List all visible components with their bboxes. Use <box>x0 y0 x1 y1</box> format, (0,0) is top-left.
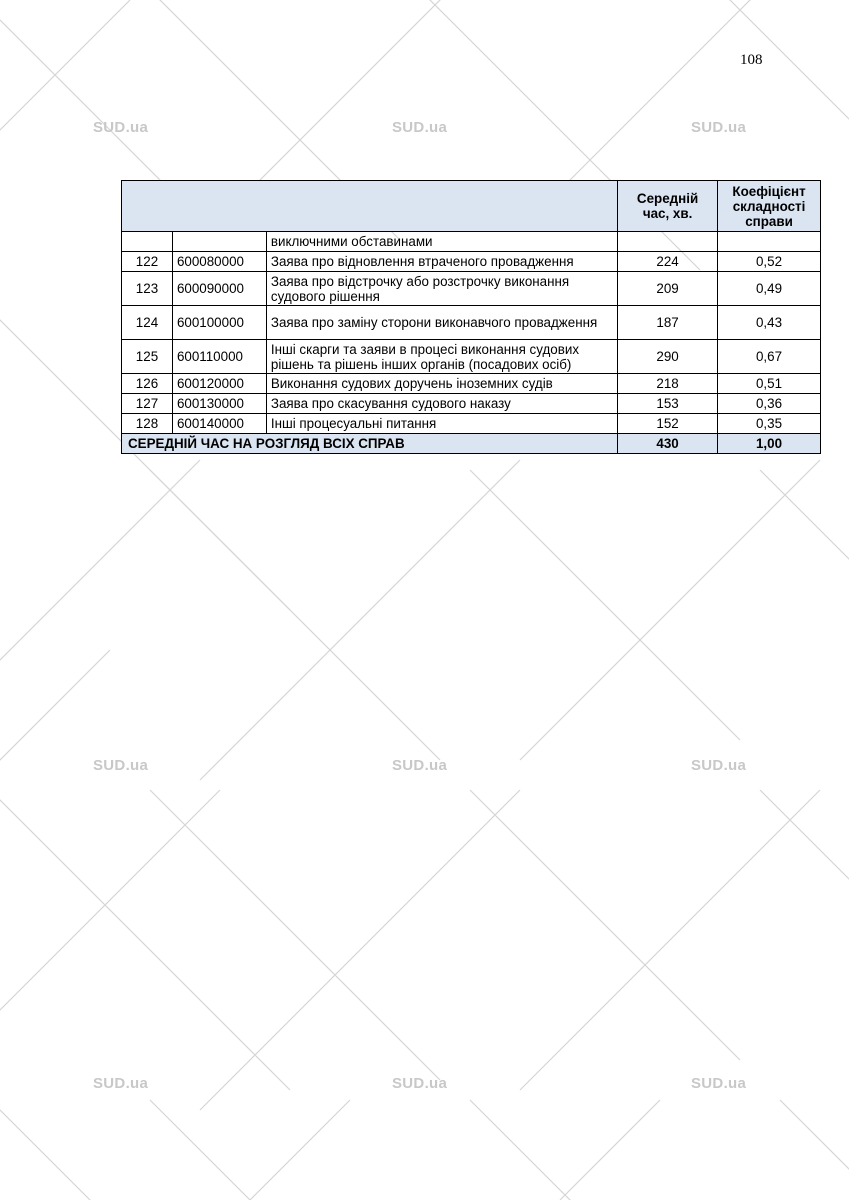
cell-name: Заява про відновлення втраченого провадження <box>266 252 617 272</box>
table-body <box>122 232 821 454</box>
cell-code: 600080000 <box>172 252 266 272</box>
cell-coef <box>718 232 821 252</box>
cell-avg: 290 <box>618 340 718 374</box>
header-coefficient: Коефіцієнт складності справи <box>718 181 821 232</box>
cell-code: 600110000 <box>172 340 266 374</box>
cell-coef: 0,51 <box>718 374 821 394</box>
watermark-text: SUD.ua <box>691 1075 747 1092</box>
cell-no <box>122 232 173 252</box>
cell-code: 600120000 <box>172 374 266 394</box>
cell-name: Інші процесуальні питання <box>266 414 617 434</box>
table-row <box>122 252 821 272</box>
table-header-row <box>122 181 821 232</box>
cell-name: Заява про відстрочку або розстрочку виконання судового рішення <box>266 272 617 306</box>
cell-no: 128 <box>122 414 173 434</box>
cell-avg: 209 <box>618 272 718 306</box>
watermark-text: SUD.ua <box>392 1075 448 1092</box>
table-row <box>122 340 821 374</box>
cell-name: Заява про заміну сторони виконавчого провадження <box>266 306 617 340</box>
table-row <box>122 374 821 394</box>
header-avg-time: Середній час, хв. <box>618 181 718 232</box>
watermark-text: SUD.ua <box>691 757 747 774</box>
cell-coef: 0,49 <box>718 272 821 306</box>
case-complexity-table <box>121 180 821 454</box>
cell-coef: 0,43 <box>718 306 821 340</box>
cell-code <box>172 232 266 252</box>
cell-no: 123 <box>122 272 173 306</box>
cell-avg: 153 <box>618 394 718 414</box>
watermark-text: SUD.ua <box>93 757 149 774</box>
table-row <box>122 394 821 414</box>
total-coef: 1,00 <box>718 434 821 454</box>
cell-avg: 224 <box>618 252 718 272</box>
cell-avg <box>618 232 718 252</box>
watermark-text: SUD.ua <box>93 119 149 136</box>
cell-name: Заява про скасування судового наказу <box>266 394 617 414</box>
watermark-text: SUD.ua <box>691 119 747 136</box>
cell-code: 600100000 <box>172 306 266 340</box>
cell-name: Виконання судових доручень іноземних судів <box>266 374 617 394</box>
cell-name-continuation: виключними обставинами <box>266 232 617 252</box>
table-row <box>122 306 821 340</box>
table-row <box>122 414 821 434</box>
cell-code: 600140000 <box>172 414 266 434</box>
cell-avg: 187 <box>618 306 718 340</box>
total-label: СЕРЕДНІЙ ЧАС НА РОЗГЛЯД ВСІХ СПРАВ <box>122 434 618 454</box>
cell-code: 600090000 <box>172 272 266 306</box>
watermark-text: SUD.ua <box>392 119 448 136</box>
cell-name: Інші скарги та заяви в процесі виконання судових рішень та рішень інших органів (посадових осіб) <box>266 340 617 374</box>
cell-no: 125 <box>122 340 173 374</box>
cell-coef: 0,67 <box>718 340 821 374</box>
total-avg: 430 <box>618 434 718 454</box>
cell-coef: 0,35 <box>718 414 821 434</box>
cell-no: 122 <box>122 252 173 272</box>
table-total-row <box>122 434 821 454</box>
table-row <box>122 272 821 306</box>
cell-coef: 0,36 <box>718 394 821 414</box>
header-blank-cell <box>122 181 618 232</box>
cell-coef: 0,52 <box>718 252 821 272</box>
cell-avg: 218 <box>618 374 718 394</box>
cell-no: 126 <box>122 374 173 394</box>
cell-no: 127 <box>122 394 173 414</box>
watermark-text: SUD.ua <box>93 1075 149 1092</box>
cell-no: 124 <box>122 306 173 340</box>
table-row <box>122 232 821 252</box>
watermark-text: SUD.ua <box>392 757 448 774</box>
cell-avg: 152 <box>618 414 718 434</box>
cell-code: 600130000 <box>172 394 266 414</box>
page-number: 108 <box>740 52 763 68</box>
